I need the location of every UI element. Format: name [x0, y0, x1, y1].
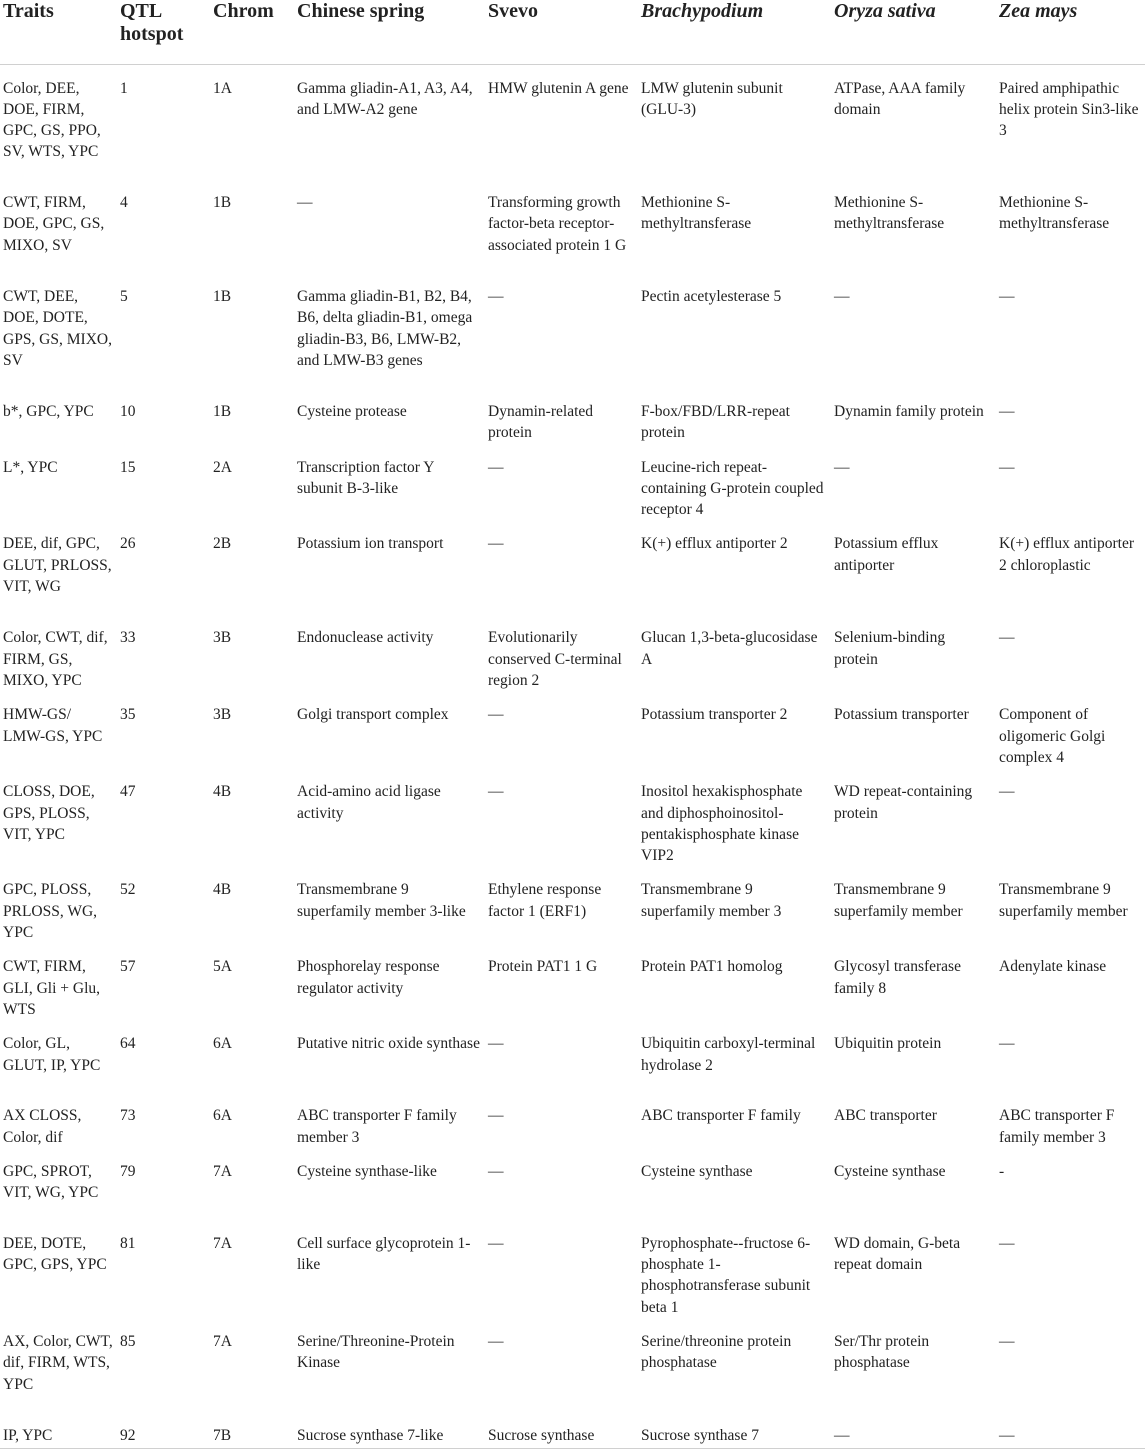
- cell-zea-mays: —: [999, 1234, 1015, 1252]
- cell-traits: Color, CWT, dif, FIRM, GS, MIXO, YPC: [3, 629, 108, 690]
- cell-chinese-spring: Cysteine synthase-like: [297, 1162, 437, 1180]
- cell-qtl-hotspot: 85: [120, 1333, 136, 1351]
- cell-brachypodium: Protein PAT1 homolog: [641, 958, 783, 976]
- cell-qtl-hotspot: 92: [117, 1412, 210, 1448]
- cell-svevo: Evolutionarily conserved C-terminal region 2: [488, 629, 622, 690]
- cell-brachypodium: Ubiquitin carboxyl-terminal hydrolase 2: [641, 1035, 816, 1074]
- cell-qtl-hotspot: 57: [120, 958, 136, 976]
- cell-oryza-sativa: Ubiquitin protein: [834, 1035, 942, 1053]
- cell-traits: AX, Color, CWT, dif, FIRM, WTS, YPC: [3, 1333, 113, 1393]
- cell-zea-mays: —: [999, 403, 1015, 420]
- table-row: [0, 1148, 1145, 1220]
- cell-traits: DEE, DOTE, GPC, GPS, YPC: [3, 1234, 107, 1274]
- cell-traits: CLOSS, DOE, GPS, PLOSS, VIT, YPC: [3, 783, 95, 843]
- table-row: [0, 273, 1145, 388]
- cell-traits: CWT, FIRM, GLI, Gli + Glu, WTS: [3, 958, 100, 1018]
- table-header: [0, 0, 1145, 64]
- cell-chrom: 2A: [213, 458, 232, 476]
- table-row: [0, 1020, 1145, 1092]
- cell-oryza-sativa: Dynamin family protein: [834, 403, 984, 420]
- cell-qtl-hotspot: 81: [120, 1234, 136, 1252]
- table-row: [0, 1220, 1145, 1318]
- header-brachypodium: Brachypodium: [638, 0, 831, 64]
- table-row: [0, 1318, 1145, 1412]
- cell-traits: HMW-GS/ LMW-GS, YPC: [3, 706, 103, 745]
- header-svevo: Svevo: [485, 0, 638, 64]
- cell-brachypodium: Methionine S-methyltransferase: [641, 194, 752, 233]
- cell-qtl-hotspot: 5: [120, 288, 128, 305]
- cell-chrom: 3B: [213, 629, 232, 647]
- cell-traits: IP, YPC: [0, 1412, 117, 1448]
- cell-svevo: Transforming growth factor-beta receptor-associated protein 1 G: [488, 194, 627, 254]
- cell-traits: GPC, SPROT, VIT, WG, YPC: [3, 1162, 99, 1202]
- cell-oryza-sativa: ABC transporter: [834, 1107, 937, 1125]
- table-row: [0, 520, 1145, 614]
- cell-chrom: 5A: [213, 958, 232, 976]
- cell-chinese-spring: Endonuclease activity: [297, 629, 434, 647]
- cell-qtl-hotspot: 4: [120, 194, 128, 211]
- cell-zea-mays: K(+) efflux antiporter 2 chloroplastic: [999, 535, 1134, 574]
- cell-chinese-spring: Cysteine protease: [297, 403, 407, 420]
- cell-chrom: 2B: [213, 535, 232, 553]
- cell-chrom: 7A: [213, 1333, 232, 1351]
- cell-chinese-spring: Gamma gliadin-B1, B2, B4, B6, delta gliadin-B1, omega gliadin-B3, B6, LMW-B2, and LMW-B3 genes: [297, 288, 473, 369]
- cell-brachypodium: F-box/FBD/LRR-repeat protein: [641, 403, 790, 442]
- cell-oryza-sativa: Transmembrane 9 superfamily member: [834, 881, 963, 920]
- table-row: [0, 1092, 1145, 1148]
- table-row: [0, 614, 1145, 691]
- cell-chrom: 7A: [213, 1234, 232, 1252]
- cell-zea-mays: —: [996, 1412, 1145, 1448]
- header-oryza-sativa: Oryza sativa: [831, 0, 996, 64]
- cell-traits: DEE, dif, GPC, GLUT, PRLOSS, VIT, WG: [3, 535, 112, 596]
- table-row: [0, 179, 1145, 273]
- cell-zea-mays: Component of oligomeric Golgi complex 4: [999, 706, 1106, 766]
- cell-zea-mays: ABC transporter F family member 3: [999, 1107, 1115, 1146]
- cell-chrom: 6A: [213, 1107, 232, 1125]
- cell-traits: GPC, PLOSS, PRLOSS, WG, YPC: [3, 881, 98, 942]
- header-traits: Traits: [0, 0, 117, 64]
- cell-chrom: 3B: [213, 706, 232, 724]
- cell-oryza-sativa: —: [831, 1412, 996, 1448]
- cell-traits: b*, GPC, YPC: [3, 403, 94, 420]
- cell-svevo: —: [488, 535, 504, 553]
- cell-brachypodium: Pyrophosphate--fructose 6-phosphate 1-phosphotransferase subunit beta 1: [641, 1234, 811, 1316]
- cell-qtl-hotspot: 47: [120, 783, 136, 801]
- cell-chinese-spring: Serine/Threonine-Protein Kinase: [297, 1333, 455, 1372]
- table-row: [0, 1412, 1145, 1448]
- cell-svevo: —: [488, 1107, 504, 1125]
- cell-chrom: 1B: [213, 288, 232, 305]
- cell-chinese-spring: Cell surface glycoprotein 1-like: [297, 1234, 471, 1274]
- cell-svevo: Ethylene response factor 1 (ERF1): [488, 881, 602, 920]
- cell-chrom: 7B: [210, 1412, 294, 1448]
- header-zea-mays: Zea mays: [996, 0, 1145, 64]
- cell-qtl-hotspot: 79: [120, 1162, 136, 1180]
- cell-oryza-sativa: Ser/Thr protein phosphatase: [834, 1333, 930, 1372]
- table-body: [0, 64, 1145, 1448]
- cell-zea-mays: Adenylate kinase: [999, 958, 1107, 976]
- cell-traits: CWT, DEE, DOE, DOTE, GPS, GS, MIXO, SV: [3, 288, 112, 369]
- cell-brachypodium: Potassium transporter 2: [641, 706, 788, 724]
- cell-zea-mays: —: [999, 458, 1015, 476]
- cell-brachypodium: ABC transporter F family: [641, 1107, 801, 1125]
- cell-qtl-hotspot: 33: [120, 629, 136, 647]
- cell-qtl-hotspot: 26: [120, 535, 136, 553]
- cell-oryza-sativa: —: [834, 458, 850, 476]
- cell-oryza-sativa: Selenium-binding protein: [834, 629, 946, 668]
- cell-zea-mays: —: [999, 1333, 1015, 1351]
- cell-qtl-hotspot: 1: [120, 79, 128, 97]
- cell-qtl-hotspot: 35: [120, 706, 136, 724]
- cell-zea-mays: —: [999, 288, 1015, 305]
- cell-svevo: —: [488, 783, 504, 801]
- cell-svevo: —: [488, 1162, 504, 1180]
- cell-zea-mays: —: [999, 783, 1015, 801]
- cell-chinese-spring: Phosphorelay response regulator activity: [297, 958, 440, 997]
- table-row: [0, 691, 1145, 768]
- cell-chinese-spring: Potassium ion transport: [297, 535, 444, 553]
- cell-chrom: 4B: [213, 783, 232, 801]
- cell-zea-mays: Transmembrane 9 superfamily member: [999, 881, 1128, 920]
- cell-qtl-hotspot: 10: [120, 403, 136, 420]
- header-chinese-spring: Chinese spring: [294, 0, 485, 64]
- cell-chinese-spring: Gamma gliadin-A1, A3, A4, and LMW-A2 gene: [297, 79, 473, 118]
- cell-chinese-spring: Transcription factor Y subunit B-3-like: [297, 458, 434, 497]
- header-chrom: Chrom: [210, 0, 294, 64]
- cell-chinese-spring: ABC transporter F family member 3: [297, 1107, 457, 1146]
- cell-svevo: Dynamin-related protein: [488, 403, 594, 442]
- table-row: [0, 943, 1145, 1020]
- cell-chinese-spring: Sucrose synthase 7-like: [294, 1412, 485, 1448]
- cell-zea-mays: —: [999, 1035, 1015, 1053]
- table-row: [0, 768, 1145, 866]
- cell-svevo: Protein PAT1 1 G: [488, 958, 598, 976]
- cell-svevo: —: [488, 288, 504, 305]
- cell-oryza-sativa: WD domain, G-beta repeat domain: [834, 1234, 961, 1274]
- cell-chinese-spring: Golgi transport complex: [297, 706, 449, 724]
- cell-svevo: —: [488, 1035, 504, 1053]
- cell-qtl-hotspot: 15: [120, 458, 136, 476]
- cell-brachypodium: Leucine-rich repeat-containing G-protein coupled receptor 4: [641, 458, 824, 519]
- cell-chinese-spring: Transmembrane 9 superfamily member 3-like: [297, 881, 466, 920]
- table-row: [0, 388, 1145, 444]
- table-row: [0, 866, 1145, 943]
- cell-oryza-sativa: ATPase, AAA family domain: [834, 79, 966, 118]
- cell-zea-mays: —: [999, 629, 1015, 647]
- cell-brachypodium: K(+) efflux antiporter 2: [641, 535, 788, 553]
- cell-traits: Color, GL, GLUT, IP, YPC: [3, 1035, 101, 1074]
- cell-svevo: —: [488, 1333, 504, 1351]
- cell-chrom: 7A: [213, 1162, 232, 1180]
- cell-svevo: —: [488, 458, 504, 476]
- cell-traits: AX CLOSS, Color, dif: [3, 1107, 82, 1146]
- cell-brachypodium: Cysteine synthase: [641, 1162, 753, 1180]
- cell-chrom: 1B: [213, 194, 232, 211]
- cell-svevo: —: [488, 1234, 504, 1252]
- cell-qtl-hotspot: 73: [120, 1107, 136, 1125]
- cell-brachypodium: Pectin acetylesterase 5: [641, 288, 782, 305]
- cell-oryza-sativa: Cysteine synthase: [834, 1162, 946, 1180]
- cell-traits: L*, YPC: [3, 458, 58, 476]
- cell-chinese-spring: —: [297, 194, 313, 211]
- cell-oryza-sativa: Methionine S-methyltransferase: [834, 194, 945, 233]
- cell-brachypodium: Sucrose synthase 7: [638, 1412, 831, 1448]
- cell-chinese-spring: Acid-amino acid ligase activity: [297, 783, 441, 822]
- cell-zea-mays: Paired amphipathic helix protein Sin3-like 3: [999, 79, 1139, 140]
- cell-svevo: Sucrose synthase: [485, 1412, 638, 1448]
- table-row: [0, 64, 1145, 179]
- cell-traits: CWT, FIRM, DOE, GPC, GS, MIXO, SV: [3, 194, 105, 254]
- cell-zea-mays: -: [999, 1162, 1005, 1180]
- header-row: [0, 0, 1145, 64]
- cell-svevo: —: [488, 706, 504, 724]
- cell-brachypodium: Transmembrane 9 superfamily member 3: [641, 881, 782, 920]
- header-qtl-hotspot: QTL hotspot: [117, 0, 210, 64]
- cell-chrom: 1A: [213, 79, 232, 97]
- cell-chrom: 6A: [213, 1035, 232, 1053]
- cell-chrom: 4B: [213, 881, 232, 899]
- cell-brachypodium: Inositol hexakisphosphate and diphosphoinositol-pentakisphosphate kinase VIP2: [641, 783, 803, 865]
- cell-svevo: HMW glutenin A gene: [488, 79, 629, 97]
- cell-qtl-hotspot: 52: [120, 881, 136, 899]
- cell-oryza-sativa: Potassium transporter: [834, 706, 969, 724]
- cell-zea-mays: Methionine S-methyltransferase: [999, 194, 1110, 233]
- cell-oryza-sativa: WD repeat-containing protein: [834, 783, 973, 822]
- cell-brachypodium: Glucan 1,3-beta-glucosidase A: [641, 629, 818, 668]
- cell-qtl-hotspot: 64: [120, 1035, 136, 1053]
- cell-oryza-sativa: —: [834, 288, 850, 305]
- cell-oryza-sativa: Glycosyl transferase family 8: [834, 958, 961, 997]
- cell-chrom: 1B: [213, 403, 232, 420]
- cell-brachypodium: Serine/threonine protein phosphatase: [641, 1333, 792, 1372]
- cell-oryza-sativa: Potassium efflux antiporter: [834, 535, 939, 574]
- cell-traits: Color, DEE, DOE, FIRM, GPC, GS, PPO, SV, WTS, YPC: [3, 79, 101, 161]
- table-row: [0, 444, 1145, 521]
- cell-brachypodium: LMW glutenin subunit (GLU-3): [641, 79, 783, 118]
- cell-chinese-spring: Putative nitric oxide synthase: [297, 1035, 480, 1053]
